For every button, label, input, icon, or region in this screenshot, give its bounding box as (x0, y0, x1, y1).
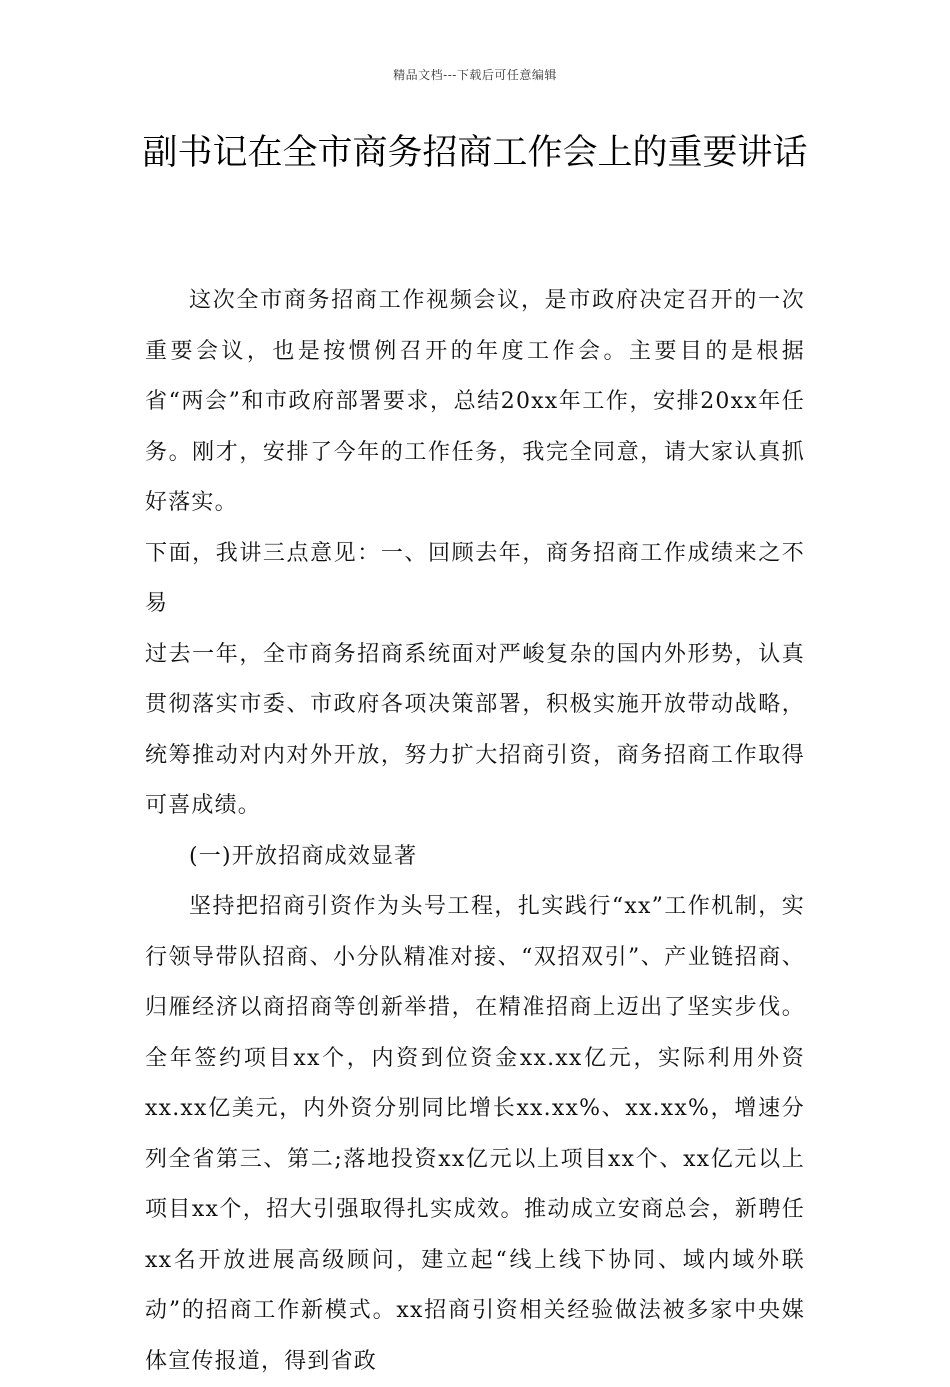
paragraph-outline: 下面，我讲三点意见：一、回顾去年，商务招商工作成绩来之不易 (145, 540, 805, 616)
paragraph-investment: 坚持把招商引资作为头号工程，扎实践行“xx”工作机制，实行领导带队招商、小分队精准对接、“双招双引”、产业链招商、归雁经济以商招商等创新举措，在精准招商上迈出了坚实步伐。全年签约项目xx个，内资到位资金xx.xx亿元，实际利用外资xx.xx亿美元，内外资分别同比增长xx.xx%、xx.xx%，增速分列全省第三、第二;落地投资xx亿元以上项目xx个、xx亿元以上项目xx个，招大引强取得扎实成效。推动成立安商总会，新聘任xx名开放进展高级顾问，建立起“线上线下协同、域内域外联动”的招商工作新模式。xx招商引资相关经验做法被多家中央媒体宣传报道，得到省政 (145, 894, 805, 1374)
document-body (145, 276, 805, 1387)
document-title: 副书记在全市商务招商工作会上的重要讲话 (142, 133, 808, 173)
paragraph-intro: 这次全市商务招商工作视频会议，是市政府决定召开的一次重要会议，也是按惯例召开的年度工作会。主要目的是根据省“两会”和市政府部署要求，总结20xx年工作，安排20xx年任务。刚才，安排了今年的工作任务，我完全同意，请大家认真抓好落实。 (145, 288, 805, 515)
section-heading: (一)开放招商成效显著 (189, 843, 418, 869)
paragraph-review: 过去一年，全市商务招商系统面对严峻复杂的国内外形势，认真贯彻落实市委、市政府各项决策部署，积极实施开放带动战略，统筹推动对内对外开放，努力扩大招商引资，商务招商工作取得可喜成绩。 (145, 641, 805, 818)
header-note: 精品文档---下载后可任意编辑 (393, 68, 557, 82)
